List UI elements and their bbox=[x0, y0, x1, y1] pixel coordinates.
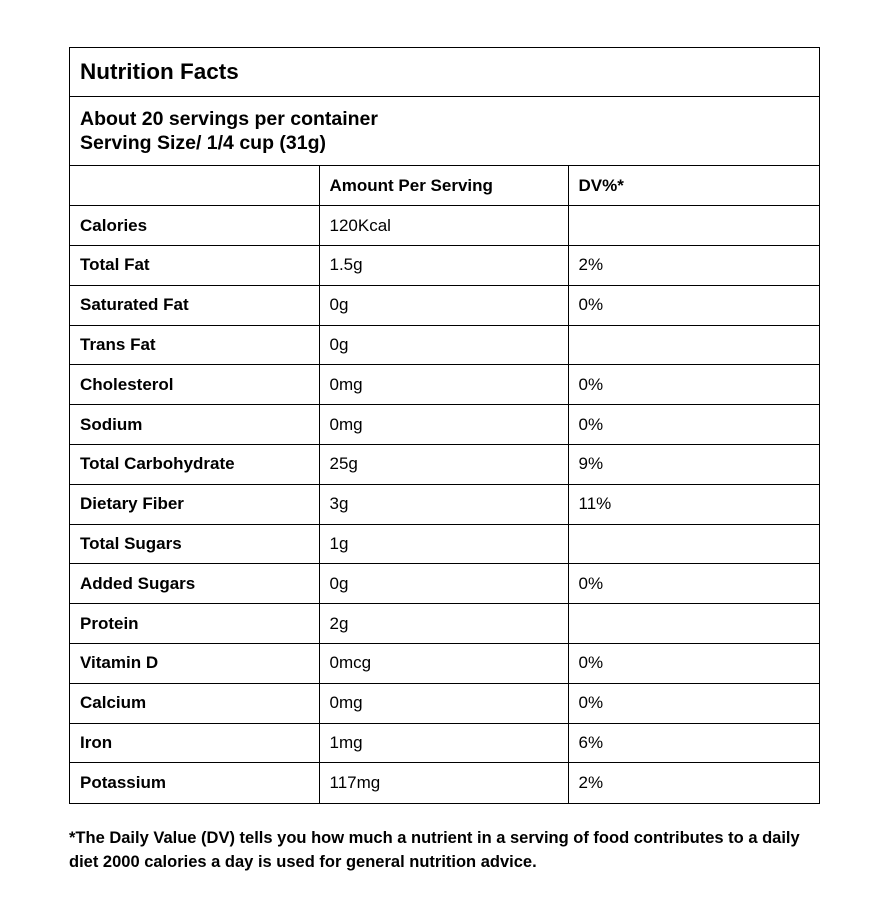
table-row bbox=[70, 723, 819, 763]
nutrient-name: Added Sugars bbox=[70, 564, 319, 604]
amount-cell: 1mg bbox=[319, 723, 568, 763]
nutrient-name: Potassium bbox=[70, 763, 319, 803]
amount-cell: 0g bbox=[319, 325, 568, 365]
nutrient-name: Calcium bbox=[70, 683, 319, 723]
dv-cell: 6% bbox=[568, 723, 819, 763]
table-row bbox=[70, 564, 819, 604]
amount-cell: 0g bbox=[319, 564, 568, 604]
header-nutrient bbox=[70, 166, 319, 206]
table-row bbox=[70, 246, 819, 286]
table-body bbox=[70, 206, 819, 803]
table-row bbox=[70, 644, 819, 684]
table-row bbox=[70, 285, 819, 325]
nutrient-name: Total Sugars bbox=[70, 524, 319, 564]
table-row bbox=[70, 325, 819, 365]
nutrient-name: Cholesterol bbox=[70, 365, 319, 405]
amount-cell: 1.5g bbox=[319, 246, 568, 286]
table-row bbox=[70, 524, 819, 564]
nutrient-name: Saturated Fat bbox=[70, 285, 319, 325]
serving-size: Serving Size/ 1/4 cup (31g) bbox=[80, 132, 326, 154]
dv-cell: 0% bbox=[568, 365, 819, 405]
amount-cell: 3g bbox=[319, 484, 568, 524]
title-row bbox=[70, 48, 819, 97]
table-row bbox=[70, 484, 819, 524]
page-title: Nutrition Facts bbox=[80, 59, 239, 84]
dv-cell bbox=[568, 604, 819, 644]
nutrient-name: Calories bbox=[70, 206, 319, 246]
amount-cell: 0g bbox=[319, 285, 568, 325]
amount-cell: 0mcg bbox=[319, 644, 568, 684]
servings-per-container: About 20 servings per container bbox=[80, 108, 378, 130]
amount-cell: 117mg bbox=[319, 763, 568, 803]
dv-cell bbox=[568, 524, 819, 564]
header-amount: Amount Per Serving bbox=[319, 166, 568, 206]
dv-cell: 0% bbox=[568, 683, 819, 723]
table-row bbox=[70, 763, 819, 803]
dv-cell: 0% bbox=[568, 564, 819, 604]
nutrient-name: Trans Fat bbox=[70, 325, 319, 365]
nutrient-name: Protein bbox=[70, 604, 319, 644]
header-dv: DV%* bbox=[568, 166, 819, 206]
nutrient-name: Total Carbohydrate bbox=[70, 445, 319, 485]
table-row bbox=[70, 445, 819, 485]
amount-cell: 25g bbox=[319, 445, 568, 485]
amount-cell: 2g bbox=[319, 604, 568, 644]
table-header-row bbox=[70, 166, 819, 206]
amount-cell: 1g bbox=[319, 524, 568, 564]
dv-cell bbox=[568, 325, 819, 365]
nutrient-name: Dietary Fiber bbox=[70, 484, 319, 524]
dv-cell: 9% bbox=[568, 445, 819, 485]
dv-cell: 0% bbox=[568, 405, 819, 445]
table-row bbox=[70, 365, 819, 405]
serving-info bbox=[70, 97, 819, 166]
table-row bbox=[70, 683, 819, 723]
table-row bbox=[70, 405, 819, 445]
nutrient-name: Vitamin D bbox=[70, 644, 319, 684]
amount-cell: 0mg bbox=[319, 683, 568, 723]
table-row bbox=[70, 604, 819, 644]
amount-cell: 0mg bbox=[319, 405, 568, 445]
nutrition-facts-panel bbox=[69, 47, 820, 804]
dv-cell: 0% bbox=[568, 285, 819, 325]
table-row bbox=[70, 206, 819, 246]
dv-cell bbox=[568, 206, 819, 246]
amount-cell: 120Kcal bbox=[319, 206, 568, 246]
nutrient-name: Sodium bbox=[70, 405, 319, 445]
footnote: *The Daily Value (DV) tells you how much a nutrient in a serving of food contributes to a daily diet 2000 calories a day is used for general nutrition advice. bbox=[69, 829, 800, 871]
amount-cell: 0mg bbox=[319, 365, 568, 405]
dv-cell: 11% bbox=[568, 484, 819, 524]
nutrient-name: Total Fat bbox=[70, 246, 319, 286]
nutrition-table bbox=[70, 166, 819, 803]
dv-cell: 0% bbox=[568, 644, 819, 684]
nutrient-name: Iron bbox=[70, 723, 319, 763]
dv-cell: 2% bbox=[568, 246, 819, 286]
dv-cell: 2% bbox=[578, 773, 604, 793]
